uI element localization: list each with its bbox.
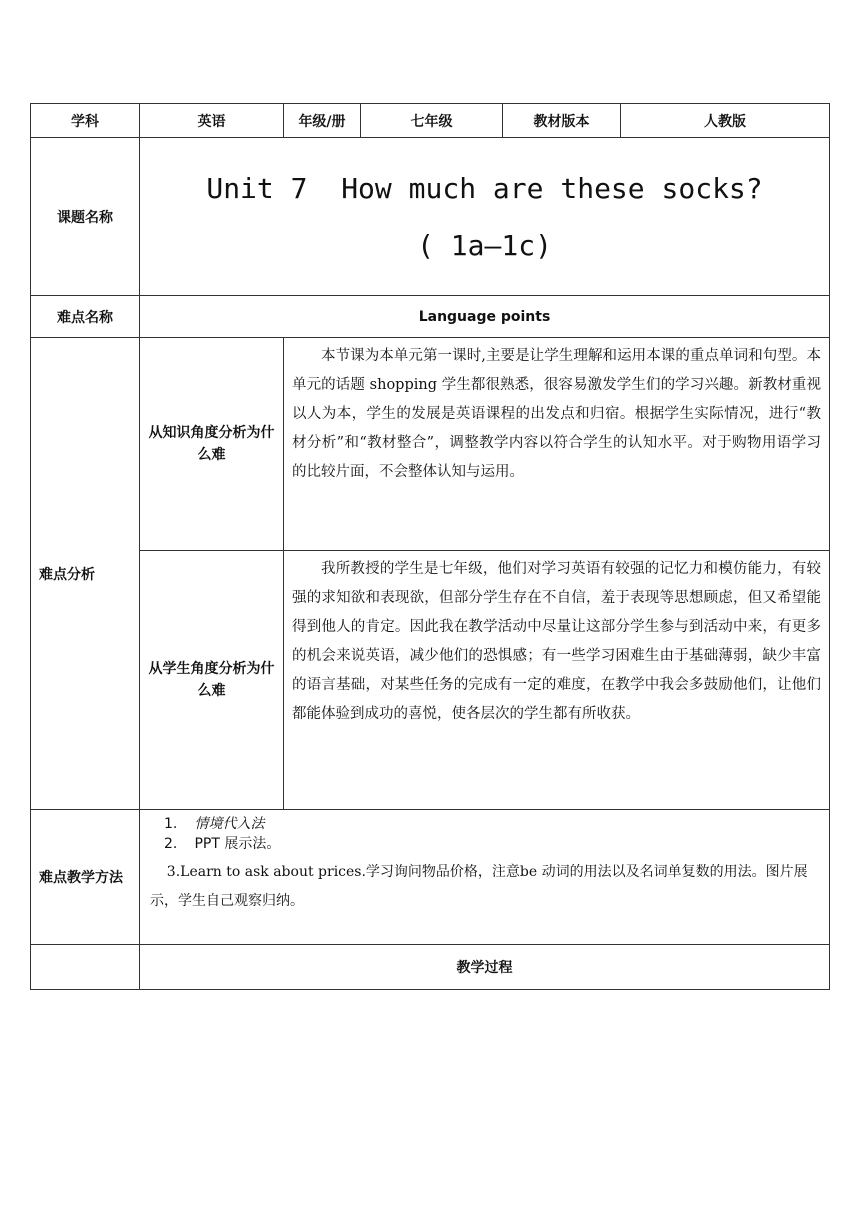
analysis-label: 难点分析 (31, 338, 140, 810)
process-empty-cell (31, 945, 140, 990)
knowledge-angle-text: 本节课为本单元第一课时,主要是让学生理解和运用本课的重点单词和句型。本单元的话题 shopping 学生都很熟悉，很容易激发学生们的学习兴趣。新教材重视以人为本，学生的发展是英语课程的出发点和归宿。根据学生实际情况，进行“教材分析”和“教材整合”，调整教学内容以符合学生的认知水平。对于购物用语学习的比较片面，不会整体认知与运用。 (284, 338, 830, 551)
subject-value: 英语 (140, 104, 284, 138)
method-item-1: 1. 情境代入法 (164, 816, 265, 832)
methods-label: 难点教学方法 (31, 810, 140, 945)
edition-value: 人教版 (621, 104, 830, 138)
lesson-title-row (31, 138, 830, 296)
methods-row (31, 810, 830, 945)
lesson-subtitle: ( 1a—1c) (417, 228, 552, 262)
student-angle-label: 从学生角度分析为什么难 (140, 551, 284, 810)
analysis-student-row (31, 551, 830, 810)
lesson-plan-sheet (30, 103, 829, 990)
process-row (31, 945, 830, 990)
method-item-3: 3.Learn to ask about prices.学习询问物品价格，注意be 动词的用法以及名词单复数的用法。图片展示，学生自己观察归纳。 (150, 864, 808, 909)
lesson-title: Unit 7 How much are these socks? (206, 171, 763, 205)
difficulty-name-row (31, 296, 830, 338)
method-item-2: 2. PPT 展示法。 (164, 836, 281, 852)
knowledge-angle-label: 从知识角度分析为什么难 (140, 338, 284, 551)
header-row (31, 104, 830, 138)
difficulty-name-label: 难点名称 (31, 296, 140, 338)
lesson-title-cell (140, 138, 830, 296)
subject-label: 学科 (31, 104, 140, 138)
difficulty-name-value: Language points (140, 296, 830, 338)
methods-cell (140, 810, 830, 945)
lesson-title-label: 课题名称 (31, 138, 140, 296)
edition-label: 教材版本 (503, 104, 621, 138)
grade-label: 年级/册 (284, 104, 361, 138)
analysis-knowledge-row (31, 338, 830, 551)
process-label: 教学过程 (140, 945, 830, 990)
lesson-plan-table (30, 103, 830, 990)
student-angle-text: 我所教授的学生是七年级，他们对学习英语有较强的记忆力和模仿能力，有较强的求知欲和表现欲，但部分学生存在不自信，羞于表现等思想顾虑，但又希望能得到他人的肯定。因此我在教学活动中尽量让这部分学生参与到活动中来，有更多的机会来说英语，减少他们的恐惧感；有一些学习困难生由于基础薄弱，缺少丰富的语言基础，对某些任务的完成有一定的难度，在教学中我会多鼓励他们，让他们都能体验到成功的喜悦，使各层次的学生都有所收获。 (284, 551, 830, 810)
grade-value: 七年级 (361, 104, 503, 138)
